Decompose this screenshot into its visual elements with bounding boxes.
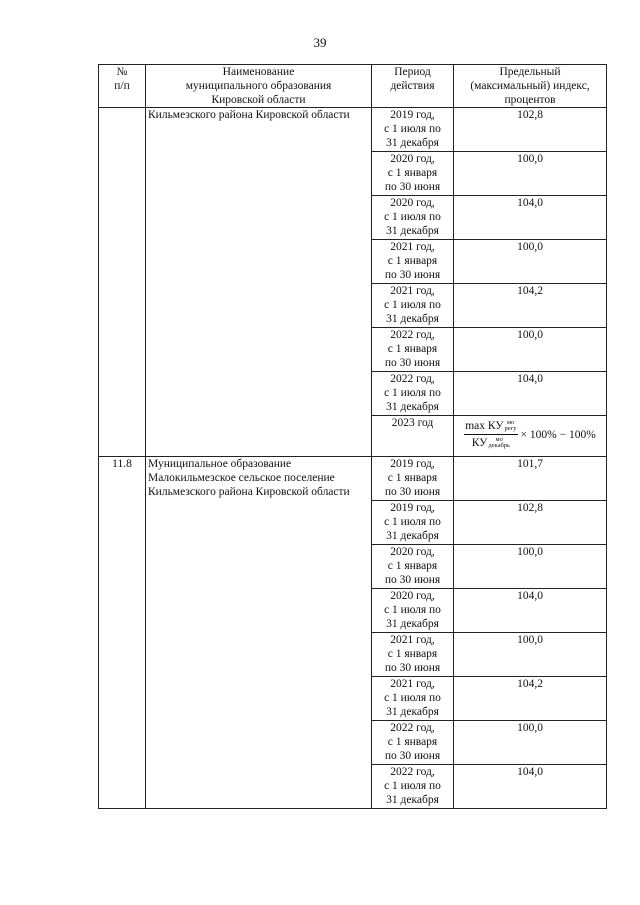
- formula-denominator: [472, 435, 510, 450]
- period-cell: 2019 год, с 1 июля по 31 декабря: [372, 501, 454, 545]
- period-cell: 2020 год, с 1 июля по 31 декабря: [372, 589, 454, 633]
- header-period-text: Период действия: [390, 66, 435, 92]
- table-row: [99, 457, 607, 501]
- row-number: 11.8: [99, 457, 146, 809]
- index-cell: 104,0: [454, 589, 607, 633]
- denominator-sub: декабрь: [488, 442, 510, 450]
- period-cell: 2022 год, с 1 июля по 31 декабря: [372, 765, 454, 809]
- period-cell: 2021 год, с 1 июля по 31 декабря: [372, 284, 454, 328]
- header-index-text: Предельный (максимальный) индекс, процентов: [470, 66, 590, 106]
- index-cell: 104,0: [454, 765, 607, 809]
- denominator-sup: мо: [495, 436, 503, 444]
- numerator-text: max КУ: [465, 420, 504, 432]
- index-cell: 102,8: [454, 501, 607, 545]
- header-name: [146, 65, 372, 108]
- period-cell: 2019 год, с 1 января по 30 июня: [372, 457, 454, 501]
- index-cell: 104,2: [454, 677, 607, 721]
- numerator-indices: [504, 420, 516, 432]
- table-header-row: [99, 65, 607, 108]
- numerator-sub: регу: [504, 425, 517, 433]
- header-period: [372, 65, 454, 108]
- period-cell: 2023 год: [372, 416, 454, 457]
- index-cell: 100,0: [454, 633, 607, 677]
- formula-numerator: [464, 419, 517, 435]
- header-num-text: № п/п: [114, 66, 130, 92]
- header-name-text: Наименование муниципального образования Кировской области: [185, 66, 332, 106]
- page-number: 39: [313, 35, 327, 50]
- index-cell: 104,0: [454, 196, 607, 240]
- period-cell: 2021 год, с 1 июля по 31 декабря: [372, 677, 454, 721]
- tariff-index-table: [98, 64, 607, 809]
- index-cell: 100,0: [454, 240, 607, 284]
- index-cell: 100,0: [454, 328, 607, 372]
- index-cell: 104,0: [454, 372, 607, 416]
- header-index: [454, 65, 607, 108]
- period-cell: 2022 год, с 1 января по 30 июня: [372, 721, 454, 765]
- index-cell: 100,0: [454, 152, 607, 196]
- denominator-text: КУ: [471, 437, 488, 449]
- index-cell: 100,0: [454, 545, 607, 589]
- period-cell: 2020 год, с 1 июля по 31 декабря: [372, 196, 454, 240]
- formula-cell: [454, 416, 607, 457]
- header-num: [99, 65, 146, 108]
- index-formula: [456, 419, 604, 450]
- period-cell: 2019 год, с 1 июля по 31 декабря: [372, 108, 454, 152]
- period-cell: 2020 год, с 1 января по 30 июня: [372, 545, 454, 589]
- municipality-name: Муниципальное образование Малокильмезское сельское поселение Кильмезского района Кировской области: [146, 457, 372, 809]
- period-cell: 2021 год, с 1 января по 30 июня: [372, 240, 454, 284]
- denominator-indices: [488, 437, 510, 449]
- row-num-cell: [99, 108, 146, 457]
- index-cell: 101,7: [454, 457, 607, 501]
- table-row: [99, 108, 607, 152]
- period-cell: 2020 год, с 1 января по 30 июня: [372, 152, 454, 196]
- period-cell: 2022 год, с 1 июля по 31 декабря: [372, 372, 454, 416]
- table-body: [99, 108, 607, 809]
- formula-tail: × 100% − 100%: [520, 428, 596, 441]
- index-cell: 104,2: [454, 284, 607, 328]
- numerator-sup: мо: [506, 419, 515, 427]
- municipality-name: Кильмезского района Кировской области: [146, 108, 372, 457]
- index-cell: 102,8: [454, 108, 607, 152]
- formula-fraction: [464, 419, 517, 450]
- period-cell: 2021 год, с 1 января по 30 июня: [372, 633, 454, 677]
- period-cell: 2022 год, с 1 января по 30 июня: [372, 328, 454, 372]
- index-cell: 100,0: [454, 721, 607, 765]
